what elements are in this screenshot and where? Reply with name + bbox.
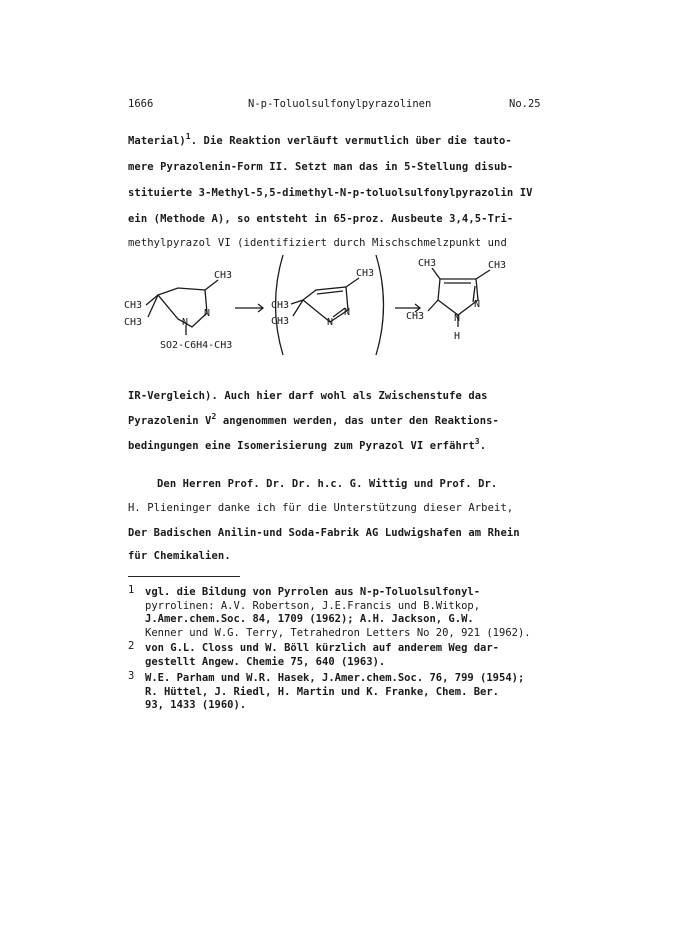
para3-line2: H. Plieninger danke ich für die Unterstützung dieser Arbeit, bbox=[128, 502, 514, 514]
vi-ch3-right: CH3 bbox=[488, 260, 507, 271]
footnote-2: von G.L. Closs und W. Böll kürzlich auf anderem Weg dar- gestellt Angew. Chemie 75, 640 (1963). bbox=[145, 642, 500, 668]
iv-n1: N bbox=[182, 317, 189, 328]
v-n1: N bbox=[327, 317, 334, 328]
para1-line1: Material)$^1$. Die Reaktion verläuft vermutlich über die tauto- bbox=[128, 132, 512, 147]
footnote-1-number: 1 bbox=[128, 584, 135, 596]
footnote-3-number: 3 bbox=[128, 670, 135, 682]
vi-ch3-bottom: CH3 bbox=[406, 311, 425, 322]
vi-n2: N bbox=[474, 299, 481, 310]
iv-ch3-b: CH3 bbox=[124, 317, 143, 328]
para1-line3: stituierte 3-Methyl-5,5-dimethyl-N-p-toluolsulfonylpyrazolin IV bbox=[128, 187, 533, 199]
iv-ch3-top: CH3 bbox=[214, 270, 233, 281]
para1-line5: methylpyrazol VI (identifiziert durch Mischschmelzpunkt und bbox=[128, 237, 507, 249]
vi-n1: N bbox=[454, 313, 461, 324]
para3-line1: Den Herren Prof. Dr. Dr. h.c. G. Wittig und Prof. Dr. bbox=[157, 478, 498, 490]
iv-so2-group: SO2-C6H4-CH3 bbox=[160, 340, 233, 351]
issue-number: No.25 bbox=[509, 98, 541, 110]
footnote-rule bbox=[128, 576, 240, 577]
reaction-scheme bbox=[120, 255, 540, 365]
para3-line4: für Chemikalien. bbox=[128, 550, 231, 562]
vi-ch3-left: CH3 bbox=[418, 258, 437, 269]
v-ch3-b: CH3 bbox=[271, 316, 290, 327]
v-ch3-top: CH3 bbox=[356, 268, 375, 279]
para1-line4: ein (Methode A), so entsteht in 65-proz. Ausbeute 3,4,5-Tri- bbox=[128, 213, 514, 225]
para2-line1: IR-Vergleich). Auch hier darf wohl als Zwischenstufe das bbox=[128, 390, 488, 402]
footnote-2-number: 2 bbox=[128, 640, 135, 652]
para2-line2: Pyrazolenin $V^2$ angenommen werden, das unter den Reaktions- bbox=[128, 412, 499, 427]
para1-line2: mere Pyrazolenin-Form II. Setzt man das in 5-Stellung disub- bbox=[128, 161, 514, 173]
iv-n2: N bbox=[204, 308, 211, 319]
footnote-1: vgl. die Bildung von Pyrrolen aus N-p-Toluolsulfonyl- pyrrolinen: A.V. Robertson, J.E.Francis und B.Witkop, J.Amer.chem.Soc. 84, 1709 (1962); A.H. Jackson, G.W. Kenner und W.G. Terry, Tetrahedron Letters No 20, 921 (1962). bbox=[145, 586, 531, 639]
v-ch3-a: CH3 bbox=[271, 300, 290, 311]
footnote-3: W.E. Parham und W.R. Hasek, J.Amer.chem.Soc. 76, 799 (1954); R. Hüttel, J. Riedl, H. Martin und K. Franke, Chem. Ber. 93, 1433 (1960). bbox=[145, 672, 525, 711]
vi-nh: H bbox=[454, 331, 461, 342]
v-n2: N bbox=[344, 307, 351, 318]
para2-line3: bedingungen eine Isomerisierung zum Pyrazol VI erfährt$^3$. bbox=[128, 437, 487, 452]
page-number: 1666 bbox=[128, 98, 154, 110]
running-title: N-p-Toluolsulfonylpyrazolinen bbox=[248, 98, 432, 110]
iv-ch3-a: CH3 bbox=[124, 300, 143, 311]
para3-line3: Der Badischen Anilin-und Soda-Fabrik AG Ludwigshafen am Rhein bbox=[128, 527, 520, 539]
